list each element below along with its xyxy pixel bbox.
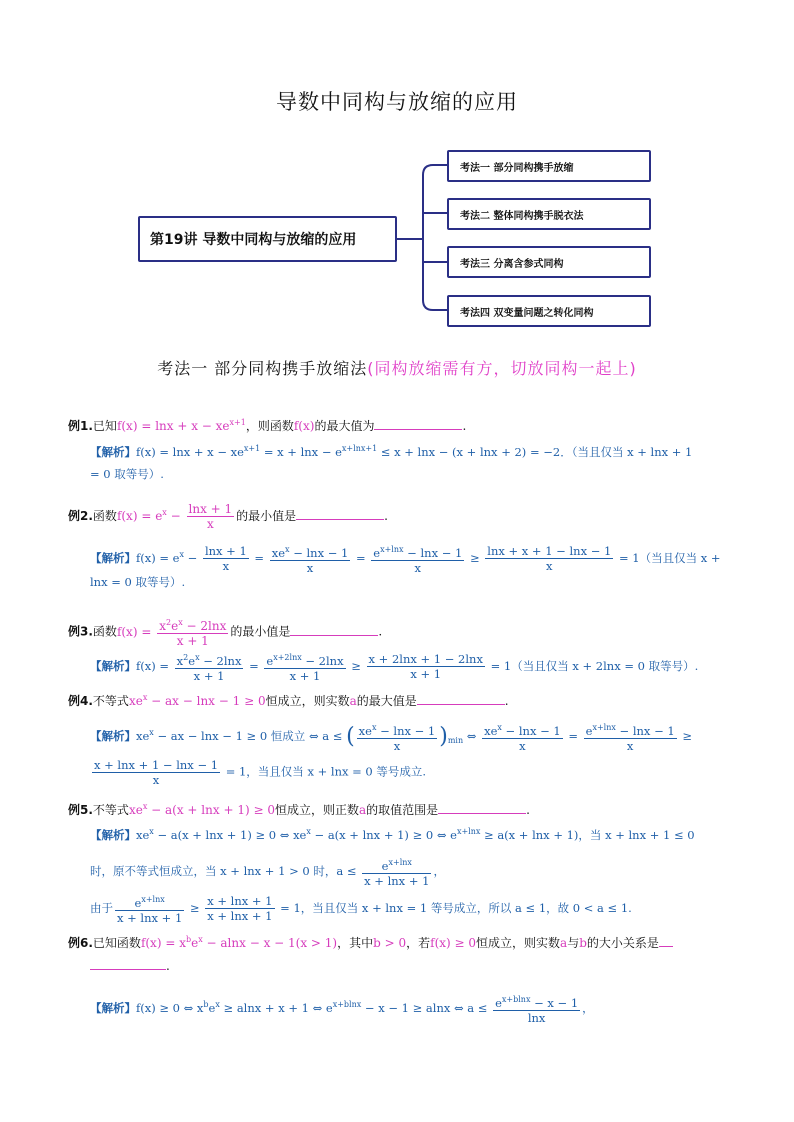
example-1-question: 例1.已知$f(x) = \ln x + x - xe^{x+1}$，则函数f(x)的最大值为 . <box>68 418 467 433</box>
answer-blank <box>290 625 378 636</box>
example-4-solution-cont: $\frac{x + \ln x + 1 - \ln x - 1}{x}$ = 1，当且仅当 x + lnx = 0 等号成立. <box>94 758 427 787</box>
example-6-question-cont: . <box>90 958 170 974</box>
mindmap-leaf-3: 考法三 分离含参式同构 <box>447 246 651 278</box>
example-5-question: 例5.不等式$xe^x - a(x + \ln x + 1) \ge 0$恒成立，则正数a的取值范围是 . <box>68 802 530 817</box>
page-title: 导数中同构与放缩的应用 <box>276 90 518 114</box>
answer-blank <box>659 936 673 947</box>
example-6-question: 例6.已知函数$f(x) = x^be^x - alnx - x - 1(x > 1)$，其中b > 0，若f(x) ≥ 0恒成立，则实数a与b的大小关系是 <box>68 932 673 951</box>
example-2-solution: 【解析】$f(x) = e^x$ − $\frac{\ln x + 1}{x}$ = $\frac{xe^x - \ln x - 1}{x}$ = $\frac{e^{x+lnx} - \ln x - 1}{x}$ ≥ $\frac{\ln x + x + 1 - \ln x - 1}{x}$ = 1（当且仅当 x + <box>90 544 721 575</box>
answer-blank <box>374 419 462 430</box>
example-6-solution: 【解析】f(x) ≥ 0 ⇔ $x^be^x \ge alnx + x + 1$ ⇔ $e^{x+blnx} - x - 1 \ge alnx$ ⇔ a ≤ $\frac{e^{x+blnx} - x - 1}{\ln x}$ ， <box>90 995 594 1025</box>
mindmap-root: 第19讲 导数中同构与放缩的应用 <box>138 216 397 262</box>
example-5-solution-cont: 时，原不等式恒成立，当 x + lnx + 1 > 0 时，a ≤ $\frac{e^{x+lnx}}{x + \ln x + 1}$ ， <box>90 858 445 888</box>
example-2-solution-cont: lnx = 0 取等号）. <box>90 575 186 589</box>
mindmap-leaf-1: 考法一 部分同构携手放缩 <box>447 150 651 182</box>
example-3-question: 例3.函数f(x) = $\frac{x^2e^x - 2\ln x}{x + 1}$ 的最小值是 . <box>68 618 383 648</box>
section-heading <box>0 356 794 379</box>
mindmap-leaf-2: 考法二 整体同构携手脱衣法 <box>447 198 651 230</box>
example-2-question: 例2.函数$f(x) = e^x$ − $\frac{\ln x + 1}{x}$ 的最小值是 . <box>68 502 388 531</box>
section-note: (同构放缩需有方，切放同构一起上) <box>367 359 637 378</box>
example-3-solution: 【解析】f(x) = $\frac{x^2e^x - 2\ln x}{x + 1}$ = $\frac{e^{x+2lnx} - 2\ln x}{x + 1}$ ≥ $\frac{x + 2\ln x + 1 - 2\ln x}{x + 1}$ = 1（当且仅当 x + 2lnx = 0 取等号）. <box>90 652 699 683</box>
answer-blank-cont <box>90 959 166 970</box>
mindmap-connectors <box>0 0 794 340</box>
answer-blank <box>296 509 384 520</box>
example-5-solution-cont2: 由于 $\frac{e^{x+lnx}}{x + \ln x + 1}$ ≥ $\frac{x + \ln x + 1}{x + \ln x + 1}$ = 1，当且仅当 x + lnx = 1 等号成立，所以 a ≤ 1，故 0 < a ≤ 1. <box>90 894 632 925</box>
answer-blank <box>417 694 505 705</box>
example-5-solution: 【解析】$xe^x - a(x + \ln x + 1) \ge 0$ ⇔ $xe^x - a(x + \ln x + 1) \ge 0$ ⇔ $e^{x+lnx} \ge a(x + \ln x + 1)$，当 x + lnx + 1 ≤ 0 <box>90 827 695 842</box>
answer-blank <box>438 803 526 814</box>
mindmap-leaf-4: 考法四 双变量问题之转化同构 <box>447 295 651 327</box>
section-title: 考法一 部分同构携手放缩法 <box>157 359 368 378</box>
example-1-solution: 【解析】$f(x) = \ln x + x - xe^{x+1} = x + \ln x - e^{x+lnx+1} \le x + \ln x - (x + \ln x + 2) = -2$．（当且仅当 x + lnx + 1 <box>90 444 693 459</box>
example-1-solution-cont: = 0 取等号）. <box>90 467 164 481</box>
example-4-question: 例4.不等式$xe^x$ − ax − lnx − 1 ≥ 0恒成立，则实数a的最大值是 . <box>68 693 509 708</box>
example-4-solution: 【解析】$xe^x$ − ax − lnx − 1 ≥ 0 恒成立 ⇔ a ≤ ( $\frac{xe^x - \ln x - 1}{x}$ )$_{min}$ ⇔ $\frac{xe^x - \ln x - 1}{x}$ = $\frac{e^{x+lnx} - \ln x - 1}{x}$ ≥ <box>90 723 692 753</box>
